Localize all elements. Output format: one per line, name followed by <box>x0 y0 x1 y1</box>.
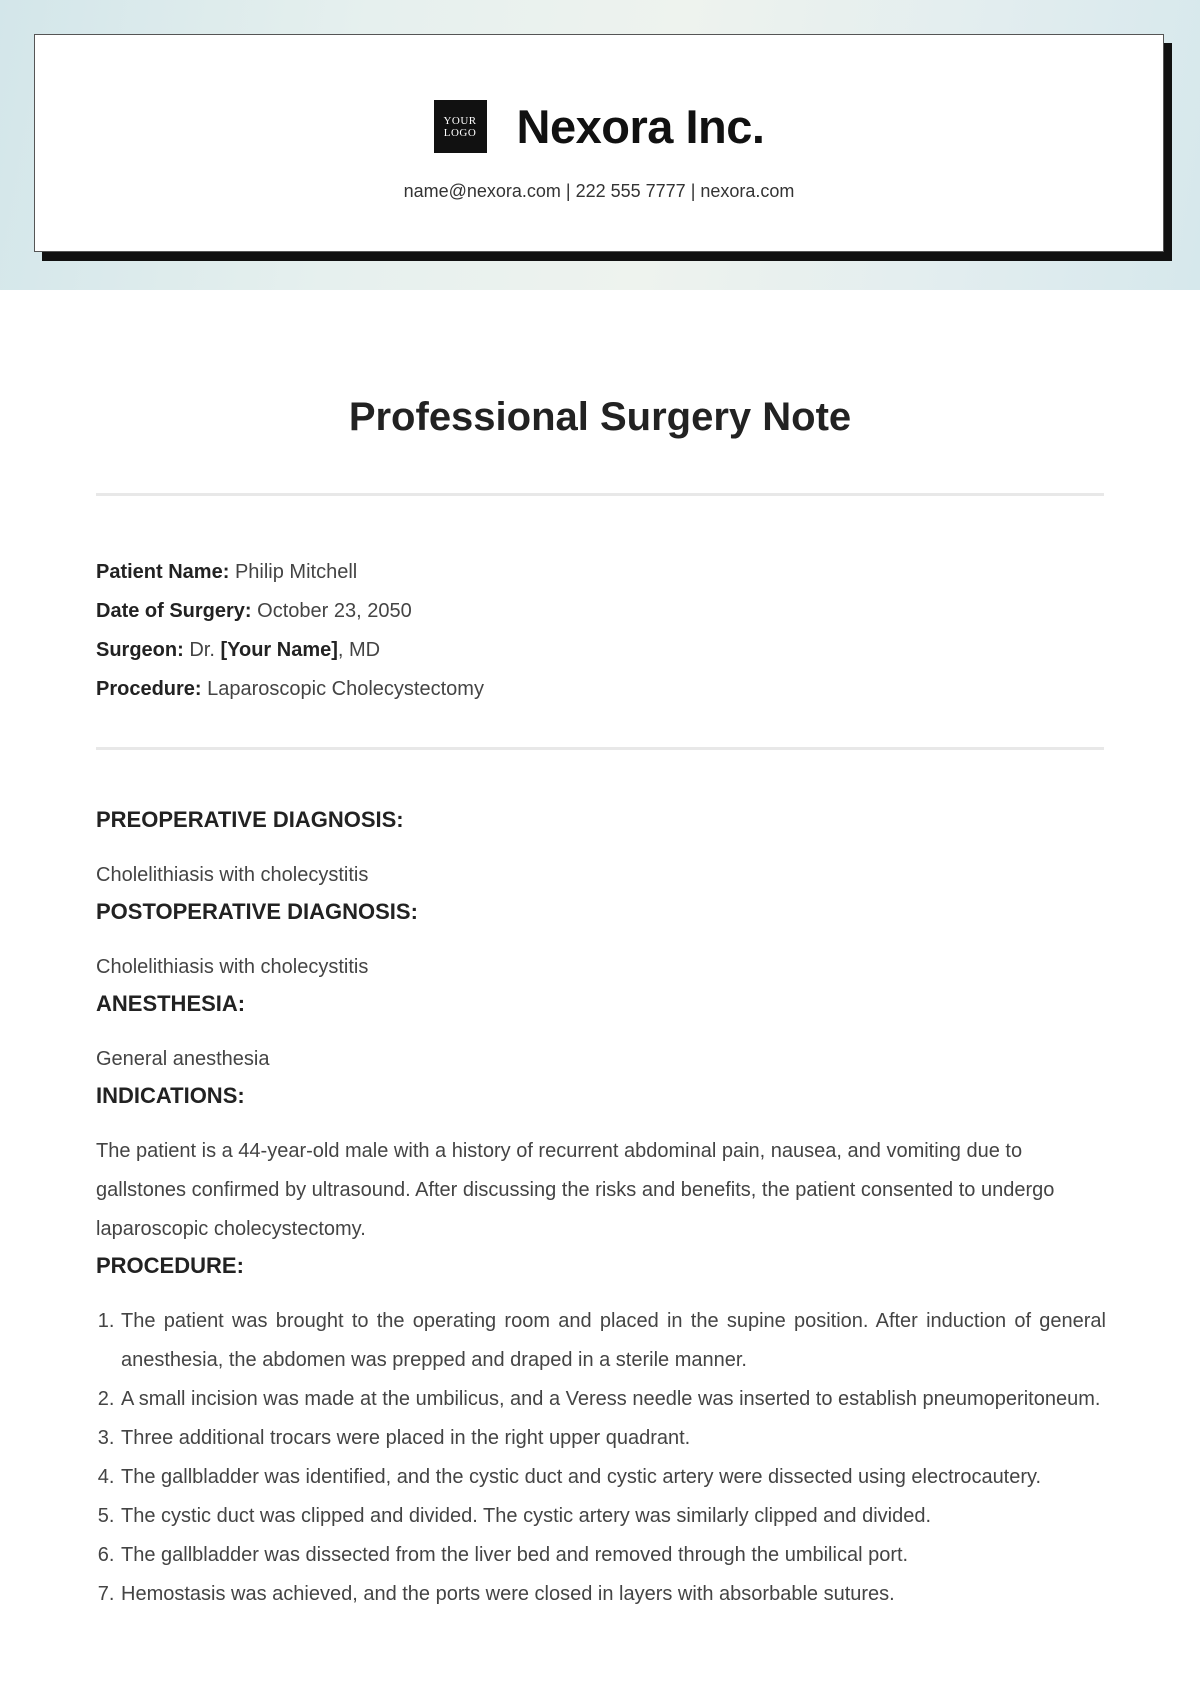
surgeon-row <box>96 631 484 670</box>
divider <box>96 493 1104 496</box>
surgeon-name: [Your Name] <box>220 639 338 661</box>
preop-heading: PREOPERATIVE DIAGNOSIS: <box>96 807 404 832</box>
indications-heading: INDICATIONS: <box>96 1083 245 1108</box>
logo-line-1: YOUR <box>443 114 477 127</box>
procedure-step: 2. A small incision was made at the umbilicus, and a Veress needle was inserted to establish pneumoperitoneum. <box>120 1380 1106 1419</box>
surgeon-suffix: , MD <box>337 639 381 661</box>
company-logo <box>434 100 487 153</box>
surgery-date-row <box>96 592 484 631</box>
procedure-row <box>96 670 484 709</box>
procedure-step: 5. The cystic duct was clipped and divided. The cystic artery was similarly clipped and divided. <box>120 1497 1106 1536</box>
procedure-step: 7. Hemostasis was achieved, and the ports were closed in layers with absorbable sutures. <box>120 1575 1106 1614</box>
preop-text: Cholelithiasis with cholecystitis <box>96 864 369 886</box>
surgeon-prefix: Dr. <box>189 639 215 661</box>
page-title: Professional Surgery Note <box>348 395 852 439</box>
procedure-label: Procedure: <box>96 678 202 700</box>
procedure-steps <box>96 1283 1106 1614</box>
surgery-date-label: Date of Surgery: <box>96 600 252 622</box>
surgery-date-value: October 23, 2050 <box>257 600 412 622</box>
logo-line-2: LOGO <box>443 126 477 139</box>
procedure-heading: PROCEDURE: <box>96 1253 244 1278</box>
brand <box>35 99 1163 154</box>
anesthesia-text: General anesthesia <box>96 1048 270 1070</box>
anesthesia-heading: ANESTHESIA: <box>96 991 246 1016</box>
patient-info <box>96 553 484 709</box>
patient-name-value: Philip Mitchell <box>234 561 358 583</box>
procedure-step: 1. The patient was brought to the operating room and placed in the supine position. After induction of general anesthesia, the abdomen was prepped and draped in a sterile manner. <box>120 1302 1106 1380</box>
divider <box>96 747 1104 750</box>
note-body <box>96 803 1106 1614</box>
company-name: Nexora Inc. <box>516 100 765 153</box>
postop-text: Cholelithiasis with cholecystitis <box>96 956 369 978</box>
procedure-step: 6. The gallbladder was dissected from the liver bed and removed through the umbilical port. <box>120 1536 1106 1575</box>
patient-name-row <box>96 553 484 592</box>
procedure-step: 3. Three additional trocars were placed in the right upper quadrant. <box>120 1419 1106 1458</box>
procedure-step: 4. The gallbladder was identified, and the cystic duct and cystic artery were dissected using electrocautery. <box>120 1458 1106 1497</box>
procedure-value: Laparoscopic Cholecystectomy <box>207 678 484 700</box>
postop-heading: POSTOPERATIVE DIAGNOSIS: <box>96 899 418 924</box>
contact-info: name@nexora.com | 222 555 7777 | nexora.com <box>403 181 795 201</box>
indications-text: The patient is a 44-year-old male with a history of recurrent abdominal pain, nausea, and vomiting due to gallstones confirmed by ultrasound. After discussing the risks and benefits, the patient consented to undergo laparoscopic cholecystectomy. <box>96 1140 1055 1240</box>
surgeon-label: Surgeon: <box>96 639 184 661</box>
patient-name-label: Patient Name: <box>96 561 230 583</box>
header-card <box>34 34 1164 252</box>
